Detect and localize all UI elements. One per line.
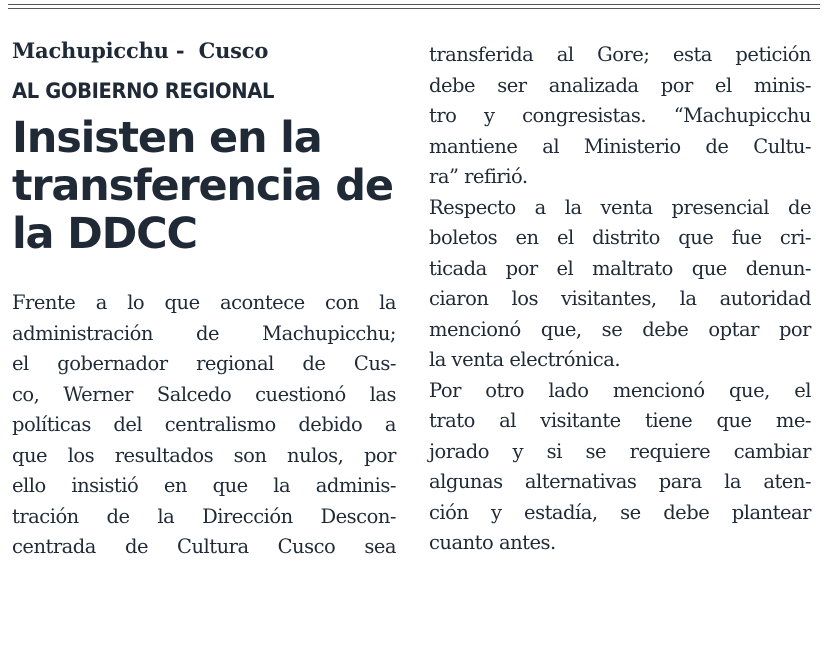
article-location: Machupicchu - Cusco — [12, 38, 269, 63]
body-line: mencionó que, se debe optar por — [429, 317, 811, 341]
body-line: Frente a lo que acontece con la — [12, 291, 396, 314]
body-line: ra” refirió. — [429, 165, 528, 188]
body-line: ciaron los visitantes, la autoridad — [429, 287, 811, 310]
body-line: cuanto antes. — [429, 531, 556, 554]
body-line: trato al visitante tiene que me- — [429, 409, 811, 432]
top-rule — [8, 4, 820, 5]
body-line: co, Werner Salcedo cuestionó las — [12, 382, 396, 406]
headline-line: transferencia de — [12, 161, 393, 211]
body-line: algunas alternativas para la aten- — [429, 470, 811, 493]
body-line: jorado y si se requiere cambiar — [429, 439, 811, 463]
article-body-left — [12, 288, 396, 563]
article-left-column — [12, 36, 396, 563]
body-line: mantiene al Ministerio de Cultu- — [429, 134, 811, 158]
body-line: la venta electrónica. — [429, 348, 621, 371]
body-line: debe ser analizada por el minis- — [429, 73, 811, 97]
body-line: Por otro lado mencionó que, el — [429, 378, 811, 402]
body-line: Respecto a la venta presencial de — [429, 195, 811, 219]
body-line: centrada de Cultura Cusco sea — [12, 535, 396, 558]
body-line: el gobernador regional de Cus- — [12, 352, 396, 375]
top-rule-secondary — [8, 8, 820, 9]
article-right-column — [429, 40, 811, 559]
article-kicker: AL GOBIERNO REGIONAL — [12, 79, 275, 103]
headline-line: la DDCC — [12, 209, 197, 259]
body-line: administración de Machupicchu; — [12, 321, 396, 345]
body-line: tración de la Dirección Descon- — [12, 504, 396, 528]
body-line: transferida al Gore; esta petición — [429, 43, 811, 66]
body-line: ticada por el maltrato que denun- — [429, 256, 811, 280]
body-line: políticas del centralismo debido a — [12, 413, 396, 436]
body-line: boletos en el distrito que fue cri- — [429, 226, 811, 249]
body-line: ello insistió en que la adminis- — [12, 474, 396, 497]
article-headline — [12, 114, 396, 258]
body-line: que los resultados son nulos, por — [12, 443, 396, 467]
body-line: ción y estadía, se debe plantear — [429, 500, 811, 524]
headline-line: Insisten en la — [12, 113, 322, 163]
body-line: tro y congresistas. “Machupicchu — [429, 104, 811, 127]
